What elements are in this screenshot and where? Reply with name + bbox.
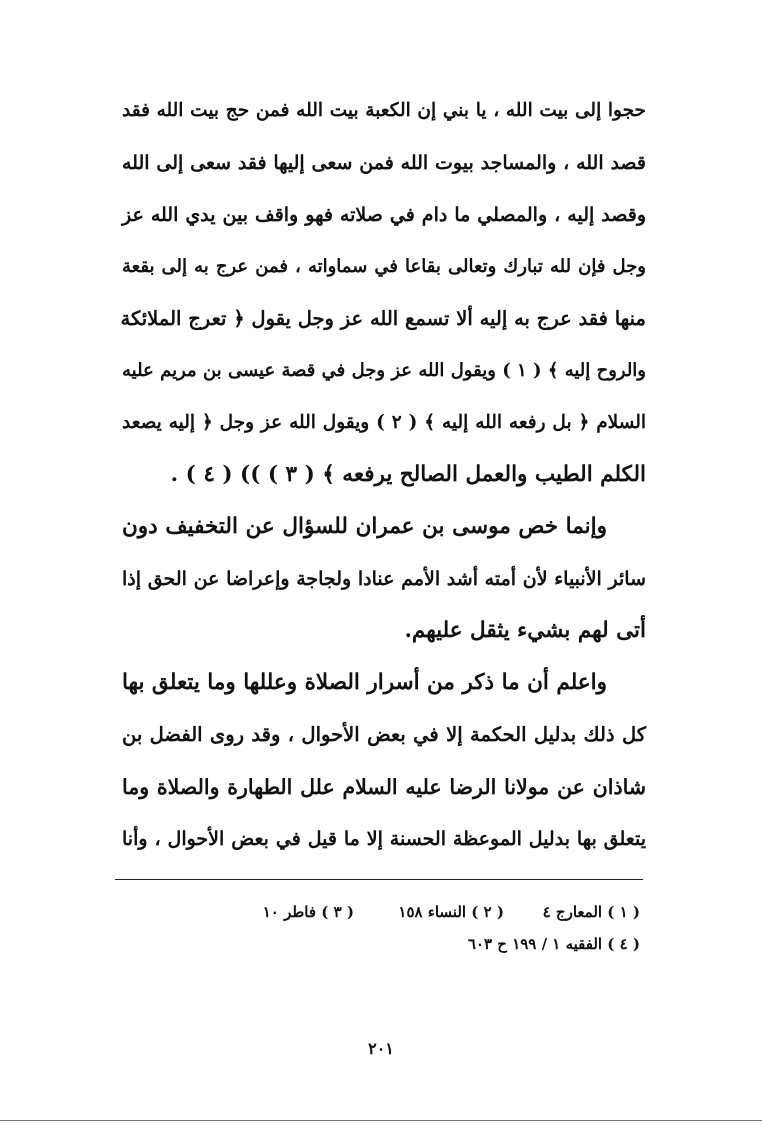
body-line: كل ذلك بدليل الحكمة إلا في بعض الأحوال ، وقد روى الفضل بن xyxy=(122,723,646,746)
body-line: منها فقد عرج به إليه ألا تسمع الله عز وجل يقول ﴿ تعرج الملائكة xyxy=(120,307,646,330)
body-line: الكلم الطيب والعمل الصالح يرفعه ﴾ ( ٣ ) )) ( ٤ ) . xyxy=(170,462,646,487)
body-line: سائر الأنبياء لأن أمته أشد الأمم عنادا ولجاجة وإعراضا عن الحق إذا xyxy=(122,568,646,590)
body-line: السلام ﴿ بل رفعه الله إليه ﴾ ( ٢ ) ويقول الله عز وجل ﴿ إليه يصعد xyxy=(122,412,646,433)
footnote-divider xyxy=(115,879,643,880)
body-line: أتى لهم بشيء يثقل عليهم. xyxy=(404,618,646,643)
footnote: ( ٤ ) الفقيه ١ / ١٩٩ ح ٦٠٣ xyxy=(467,935,640,953)
footnote: ( ١ ) المعارج ٤ xyxy=(542,903,640,921)
body-line: قصد الله ، والمساجد بيوت الله فمن سعى إليها فقد سعى إلى الله xyxy=(122,152,646,174)
footnote: ( ٢ ) النساء ١٥٨ xyxy=(398,903,504,921)
body-line: واعلم أن ما ذكر من أسرار الصلاة وعللها وما يتعلق بها xyxy=(121,670,607,695)
body-line: والروح إليه ﴾ ( ١ ) ويقول الله عز وجل في قصة عيسى بن مريم عليه xyxy=(122,360,646,381)
footnote: ( ٣ ) فاطر ١٠ xyxy=(262,903,354,921)
page-edge-line xyxy=(0,1120,762,1121)
page-number: ٢٠١ xyxy=(368,1039,394,1058)
body-line: وإنما خص موسى بن عمران للسؤال عن التخفيف دون xyxy=(122,514,607,539)
body-line: حجوا إلى بيت الله ، يا بني إن الكعبة بيت الله فمن حج بيت الله فقد xyxy=(122,100,646,121)
body-line: وقصد إليه ، والمصلي ما دام في صلاته فهو واقف بين يدي الله عز xyxy=(122,204,646,226)
body-line: وجل فإن لله تبارك وتعالى بقاعا في سماواته ، فمن عرج به إلى بقعة xyxy=(122,256,646,277)
body-line: شاذان عن مولانا الرضا عليه السلام علل الطهارة والصلاة وما xyxy=(122,775,646,799)
body-line: يتعلق بها بدليل الموعظة الحسنة إلا ما قيل في بعض الأحوال ، وأنا xyxy=(122,828,646,850)
